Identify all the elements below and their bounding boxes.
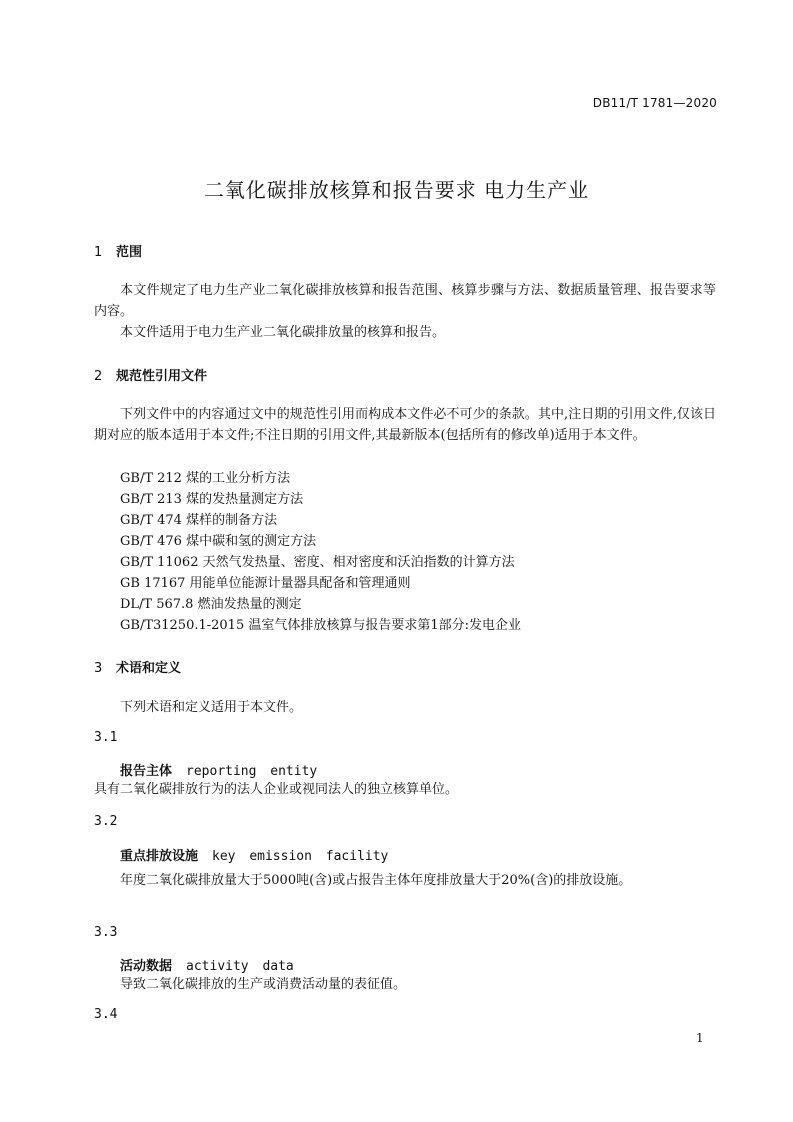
reference-item: GB/T 474 煤样的制备方法 [120, 513, 278, 528]
standard-code: DB11/T 1781—2020 [592, 96, 717, 110]
term-english: activity data [186, 959, 294, 974]
term-chinese: 报告主体 [120, 764, 173, 779]
section-1-paragraph-1: 本文件规定了电力生产业二氧化碳排放核算和报告范围、核算步骤与方法、数据质量管理、报告要求等内容。 [94, 283, 716, 319]
section-title: 范围 [116, 245, 143, 260]
term-chinese: 活动数据 [120, 959, 173, 974]
reference-item: GB/T 11062 天然气发热量、密度、相对密度和沃泊指数的计算方法 [120, 555, 515, 570]
document-title: 二氧化碳排放核算和报告要求 电力生产业 [203, 178, 590, 202]
term-definition: 具有二氧化碳排放行为的法人企业或视同法人的独立核算单位。 [94, 782, 459, 797]
section-3-heading [94, 657, 181, 676]
section-number: 3 [94, 661, 103, 676]
section-1-paragraph-2: 本文件适用于电力生产业二氧化碳排放量的核算和报告。 [120, 325, 446, 340]
term-english: key emission facility [212, 849, 389, 864]
term-number: 3.3 [94, 925, 118, 940]
reference-item: DL/T 567.8 燃油发热量的测定 [120, 597, 302, 612]
reference-item: GB 17167 用能单位能源计量器具配备和管理通则 [120, 576, 411, 591]
term-number: 3.1 [94, 730, 118, 745]
section-number: 2 [94, 369, 103, 384]
section-2-heading [94, 365, 207, 384]
term-chinese: 重点排放设施 [120, 849, 199, 864]
term-number: 3.4 [94, 1007, 118, 1022]
section-number: 1 [94, 245, 103, 260]
page-number: 1 [696, 1031, 704, 1045]
reference-item: GB/T 212 煤的工业分析方法 [120, 471, 291, 486]
section-title: 规范性引用文件 [116, 369, 208, 384]
reference-item: GB/T31250.1-2015 温室气体排放核算与报告要求第1部分:发电企业 [120, 618, 522, 633]
section-1-heading [94, 241, 142, 260]
term-definition: 年度二氧化碳排放量大于5000吨(含)或占报告主体年度排放量大于20%(含)的排放设施。 [120, 873, 632, 888]
reference-item: GB/T 476 煤中碳和氢的测定方法 [120, 534, 317, 549]
term-heading [120, 955, 294, 974]
term-number: 3.2 [94, 814, 118, 829]
term-heading [120, 845, 388, 864]
term-english: reporting entity [186, 764, 318, 779]
reference-item: GB/T 213 煤的发热量测定方法 [120, 492, 304, 507]
section-title: 术语和定义 [116, 661, 182, 676]
section-3-intro: 下列术语和定义适用于本文件。 [120, 700, 303, 715]
section-2-intro: 下列文件中的内容通过文中的规范性引用而构成本文件必不可少的条款。其中,注日期的引用文件,仅该日期对应的版本适用于本文件;不注日期的引用文件,其最新版本(包括所有的修改单)适用于本文件。 [94, 407, 716, 443]
term-definition: 导致二氧化碳排放的生产或消费活动量的表征值。 [120, 977, 407, 992]
term-heading [120, 760, 317, 779]
